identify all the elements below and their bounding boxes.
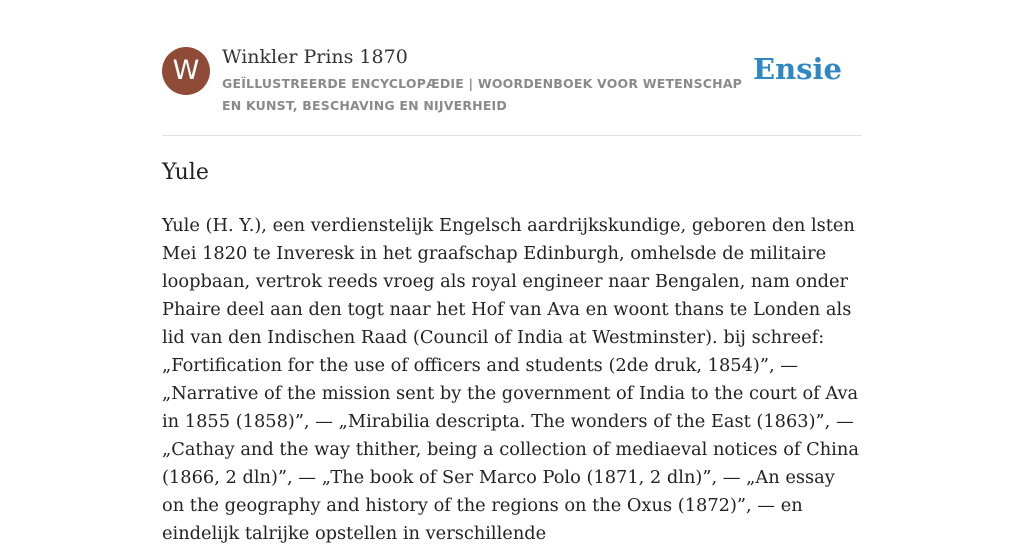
source-title[interactable]: Winkler Prins 1870 xyxy=(222,46,408,68)
source-header xyxy=(162,46,862,116)
entry-body: Yule (H. Y.), een verdienstelijk Engelsch aardrijkskundige, geboren den lsten Mei 1820 te Inveresk in het graafschap Edinburgh, omhelsde de militaire loopbaan, vertrok reeds vroeg als royal engineer naar Bengalen, nam onder Phaire deel aan den togt naar het Hof van Ava en woont thans te Londen als lid van den Indischen Raad (Council of India at Westminster). bij schreef: „Fortification for the use of officers and students (2de druk, 1854)”, — „Narrative of the mission sent by the government of India to the court of Ava in 1855 (1858)”, — „Mirabilia descripta. The wonders of the East (1863)”, — „Cathay and the way thither, being a collection of mediaeval notices of China (1866, 2 dln)”, — „The book of Ser Marco Polo (1871, 2 dln)”, — „An essay on the geography and history of the regions on the Oxus (1872)”, — en eindelijk talrijke opstellen in verschillende xyxy=(162,215,859,544)
header-divider xyxy=(162,135,862,136)
entry-title: Yule xyxy=(162,160,209,185)
source-avatar[interactable]: W xyxy=(162,47,210,95)
source-subtitle: GEÏLLUSTREERDE ENCYCLOPÆDIE | WOORDENBOEK VOOR WETENSCHAP EN KUNST, BESCHAVING EN NIJVERHEID xyxy=(222,76,743,113)
ensie-logo-link[interactable]: Ensie xyxy=(753,52,842,86)
